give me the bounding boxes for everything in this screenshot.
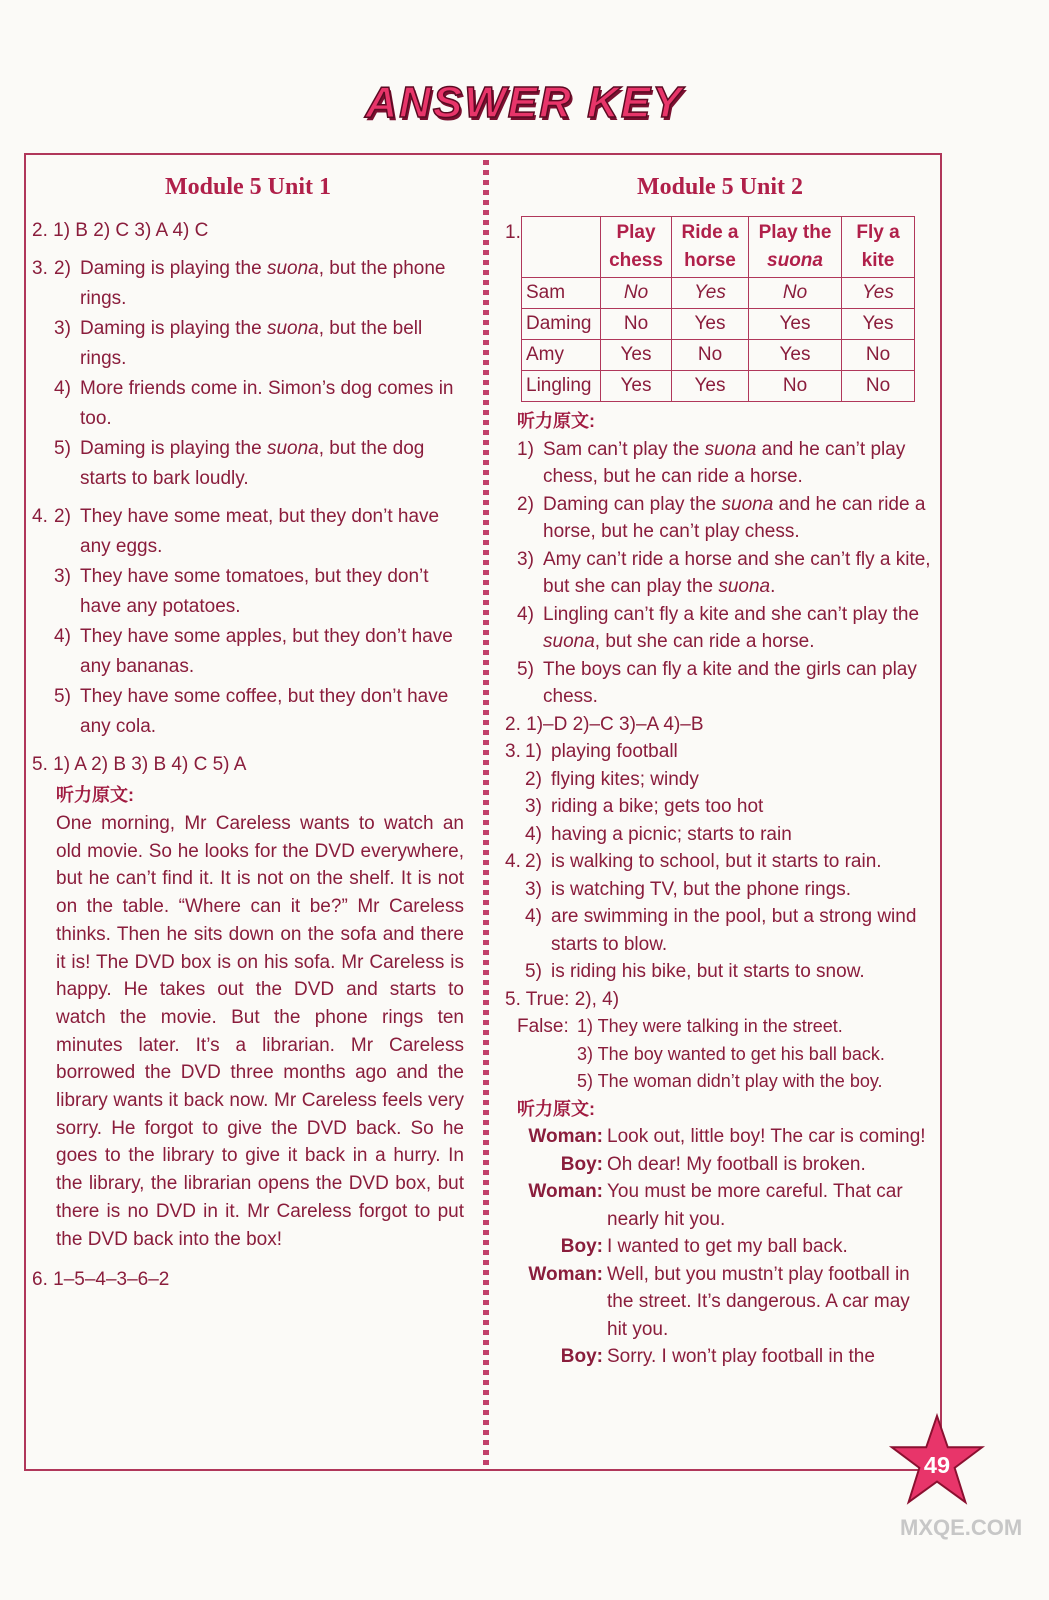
list-item: 1) Sam can’t play the suona and he can’t play chess, but he can ride a horse. [517, 438, 906, 487]
list-item: 5) is riding his bike, but it starts to snow. [525, 961, 865, 982]
left-q6: 6. 1–5–4–3–6–2 [32, 1269, 170, 1291]
list-item: 2) is walking to school, but it starts to rain. [525, 851, 882, 872]
list-item: 5) Daming is playing the suona, but the dog starts to bark loudly. [54, 438, 425, 489]
list-item: 4) are swimming in the pool, but a strong wind starts to blow. [525, 906, 917, 955]
dialogue-line: Woman: Look out, little boy! The car is coming! [528, 1126, 926, 1147]
left-q2: 2. 1) B 2) C 3) A 4) C [32, 220, 209, 241]
list-item: 3) The boy wanted to get his ball back. [577, 1043, 885, 1064]
ability-table [521, 216, 915, 402]
page-number: 49 [923, 1451, 951, 1478]
list-item: 2) They have some meat, but they don’t have any eggs. [54, 506, 440, 557]
dialogue-line: Boy: Oh dear! My football is broken. [560, 1153, 866, 1175]
left-q5: 5. 1) A 2) B 3) B 4) C 5) A [32, 754, 247, 775]
list-item: 5) They have some coffee, but they don’t have any cola. [54, 686, 449, 737]
right-q4: 4. 2) is walking to school, but it starts to rain. 3) is watching TV, but the phone rings. 4) are swimming in the pool, but a strong wind starts to blow. 5) is riding his bike, but it starts to snow. [505, 848, 935, 986]
q1-transcript [505, 436, 935, 711]
list-item: 1) playing football [525, 741, 678, 762]
transcript-text: One morning, Mr Careless wants to watch an old movie. So he looks for the DVD everywhere, but he can’t find it. It is not on the shelf. It is not on the table. “Where can it be?” Mr Careless thinks. Then he sits down on the sofa and there it is! The DVD box is on his sofa. Mr Careless is happy. He takes out the DVD and starts to watch the movie. But the phone rings ten minutes later. It’s a librarian. Mr Careless borrowed the DVD three months ago and the library wants it back now. Mr Careless feels very sorry. He forgot to give the DVD back. So he goes to the library to give it back in a hurry. In the library, the librarian opens the DVD box, but there is no DVD in it. Mr Careless forgot to put the DVD back into the box! [56, 813, 464, 1250]
table-row: Sam No Yes No Yes [522, 278, 915, 309]
left-q3 [32, 254, 464, 494]
transcript-label: 听力原文: [517, 411, 595, 431]
left-heading: Module 5 Unit 1 [164, 174, 331, 200]
list-item: 5) The woman didn’t play with the boy. [577, 1071, 883, 1091]
right-q5-true: 5. True: 2), 4) [505, 988, 620, 1010]
table-row: Daming No Yes Yes Yes [522, 309, 915, 340]
right-column [505, 168, 935, 1371]
table-row: Lingling Yes Yes No No [522, 371, 915, 402]
list-item: 3) is watching TV, but the phone rings. [525, 878, 851, 900]
list-item: 2) Daming can play the suona and he can ride a horse, but he can’t play chess. [517, 493, 926, 542]
list-item: 3) They have some tomatoes, but they don’t have any potatoes. [54, 566, 429, 617]
right-q2: 2. 1)–D 2)–C 3)–A 4)–B [505, 713, 704, 735]
right-q5-false: False: 1) They were talking in the street. 3) The boy wanted to get his ball back. 5) The woman didn’t play with the boy. [505, 1013, 935, 1096]
list-item: 4) having a picnic; starts to rain [525, 823, 792, 845]
dialogue [505, 1123, 935, 1371]
list-item: 2) Daming is playing the suona, but the phone rings. [54, 258, 446, 309]
list-item: 4) Lingling can’t fly a kite and she can’t play the suona, but she can ride a horse. [517, 603, 920, 652]
right-q3: 3. 1) playing football 2) flying kites; windy 3) riding a bike; gets too hot 4) having a picnic; starts to rain [505, 738, 935, 848]
q4-number: 4. [32, 506, 48, 527]
transcript-label: 听力原文: [56, 785, 134, 805]
transcript-label: 听力原文: [517, 1098, 595, 1119]
dialogue-line: Boy: Sorry. I won’t play football in the [560, 1346, 875, 1367]
list-item: 4) More friends come in. Simon’s dog comes in too. [54, 378, 454, 429]
q3-number: 3. [32, 258, 48, 279]
page-number-star-icon [888, 1412, 986, 1510]
right-heading: Module 5 Unit 2 [636, 174, 803, 200]
list-item: 1) They were talking in the street. [577, 1016, 843, 1036]
dialogue-line: Woman: You must be more careful. That car nearly hit you. [528, 1181, 903, 1230]
column-divider [483, 160, 489, 1465]
list-item: 4) They have some apples, but they don’t have any bananas. [54, 626, 453, 677]
left-column [32, 168, 464, 1295]
right-q1 [505, 216, 935, 408]
list-item: 3) Daming is playing the suona, but the bell rings. [54, 318, 423, 369]
q1-number: 1. [505, 222, 521, 243]
list-item: 3) riding a bike; gets too hot [525, 796, 764, 817]
page-title: ANSWER KEY [365, 78, 684, 127]
dialogue-line: Woman: Well, but you mustn’t play football in the street. It’s dangerous. A car may hit you. [528, 1263, 910, 1340]
table-row: Amy Yes No Yes No [522, 340, 915, 371]
dialogue-line: Boy: I wanted to get my ball back. [560, 1236, 848, 1257]
list-item: 2) flying kites; windy [525, 768, 699, 790]
watermark: MXQE.COM [900, 1515, 1023, 1540]
left-q4 [32, 502, 464, 742]
table-header-row: Play chess Ride a horse Play the suona Fly a kite [522, 217, 915, 278]
list-item: 5) The boys can fly a kite and the girls can play chess. [517, 658, 917, 707]
list-item: 3) Amy can’t ride a horse and she can’t fly a kite, but she can play the suona. [517, 548, 931, 597]
